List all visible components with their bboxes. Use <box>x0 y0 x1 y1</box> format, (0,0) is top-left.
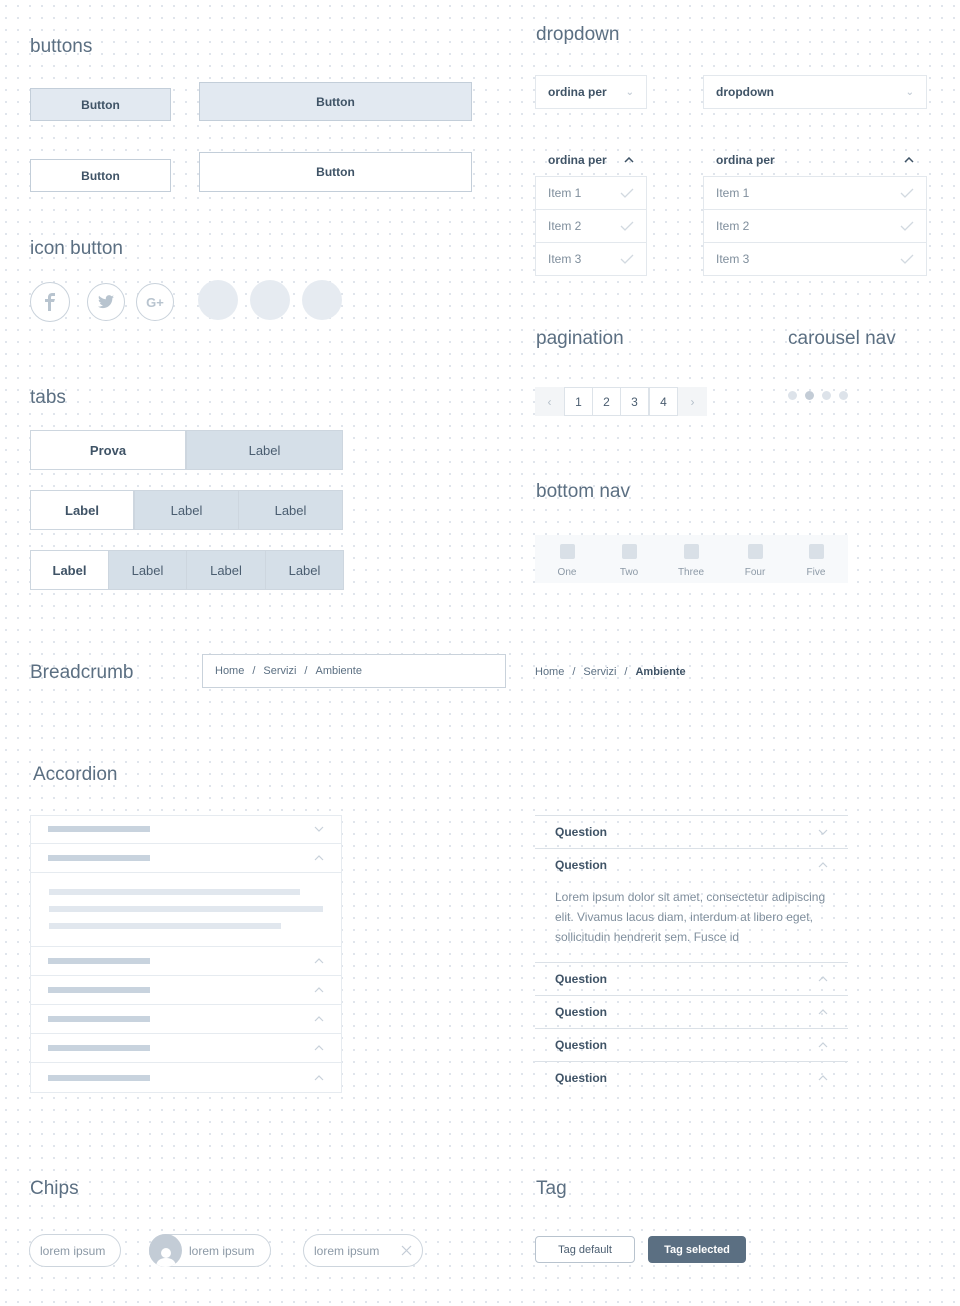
accordion-skeleton-row[interactable] <box>30 815 342 844</box>
placeholder-icon <box>809 544 824 559</box>
chevron-up-icon <box>818 976 828 982</box>
carousel-dot[interactable] <box>839 391 848 400</box>
breadcrumb-section-title: Breadcrumb <box>30 662 134 683</box>
accordion-question[interactable] <box>535 1028 848 1061</box>
dropdown-label: ordina per <box>548 85 607 99</box>
chevron-up-icon <box>314 855 324 861</box>
avatar-icon <box>149 1234 182 1267</box>
dropdown-ordina-per[interactable] <box>535 75 647 109</box>
bottom-nav-item-three[interactable] <box>660 537 722 585</box>
dropdown-item-label: Item 3 <box>716 252 750 266</box>
placeholder-icon <box>748 544 763 559</box>
bottom-nav-label: One <box>557 567 577 578</box>
bottom-nav-section-title: bottom nav <box>536 481 630 502</box>
accordion-skeleton-row-open[interactable] <box>30 844 342 873</box>
facebook-icon <box>43 293 57 311</box>
tab-label[interactable]: Label <box>134 490 239 530</box>
chip-label: lorem ipsum <box>40 1243 106 1258</box>
icon-button-filled-3[interactable] <box>302 280 342 320</box>
dropdown-item[interactable] <box>703 209 927 243</box>
check-icon <box>900 188 914 198</box>
placeholder-bar <box>48 987 150 993</box>
twitter-icon <box>98 295 114 309</box>
question-label: Question <box>555 858 608 872</box>
placeholder-text-line <box>49 923 281 929</box>
tab-label[interactable]: Label <box>108 550 187 590</box>
bottom-nav-item-one[interactable] <box>536 537 598 585</box>
outline-button-large[interactable]: Button <box>199 152 472 192</box>
chip-removable[interactable] <box>303 1234 423 1267</box>
breadcrumb-current: Ambiente <box>635 666 686 678</box>
chip-with-avatar[interactable] <box>149 1234 271 1267</box>
chips-section-title: Chips <box>30 1178 79 1199</box>
tab-label[interactable]: Label <box>186 430 343 470</box>
dropdown-item-label: Item 2 <box>716 219 750 233</box>
placeholder-text-line <box>49 906 323 912</box>
accordion-answer-text: Lorem ipsum dolor sit amet, consectetur adipiscing elit. Vivamus lacus diam, interdum at libero eget, sollicitudin hendrerit sem. Fusce id <box>555 890 826 944</box>
dropdown-item-label: Item 2 <box>548 219 582 233</box>
icon-button-section-title: icon button <box>30 238 123 259</box>
pagination-page[interactable]: 4 <box>649 387 678 416</box>
accordion-question[interactable] <box>535 962 848 995</box>
placeholder-bar <box>48 958 150 964</box>
filled-button-small[interactable]: Button <box>30 88 171 121</box>
accordion-question[interactable] <box>535 1061 848 1094</box>
placeholder-icon <box>560 544 575 559</box>
dropdown-label: ordina per <box>716 153 775 167</box>
chevron-up-icon <box>314 1075 324 1081</box>
pagination-next-button[interactable]: › <box>678 387 707 416</box>
dropdown-generic[interactable] <box>703 75 927 109</box>
close-icon[interactable] <box>401 1245 412 1256</box>
chevron-up-icon <box>624 157 634 163</box>
dropdown-label: ordina per <box>548 153 607 167</box>
dropdown-item-label: Item 1 <box>548 186 582 200</box>
breadcrumb-current: Ambiente <box>315 665 362 677</box>
chevron-up-icon <box>314 1045 324 1051</box>
chevron-up-icon <box>314 987 324 993</box>
chevron-up-icon <box>314 1016 324 1022</box>
placeholder-icon <box>684 544 699 559</box>
chevron-up-icon <box>818 1042 828 1048</box>
pagination-page[interactable]: 1 <box>564 387 593 416</box>
dropdown-open-small[interactable] <box>535 143 647 177</box>
bottom-nav-item-four[interactable] <box>724 537 786 585</box>
accordion-skeleton-row[interactable] <box>30 1063 342 1092</box>
chip-label: lorem ipsum <box>314 1243 380 1258</box>
question-label: Question <box>555 1038 608 1052</box>
carousel-dot[interactable] <box>822 391 831 400</box>
breadcrumb-separator: / <box>304 665 308 677</box>
chevron-up-icon <box>818 862 828 868</box>
dropdown-item[interactable] <box>535 242 647 276</box>
check-icon <box>900 221 914 231</box>
tag-default[interactable]: Tag default <box>535 1236 635 1263</box>
breadcrumb-link-home[interactable]: Home <box>535 666 565 678</box>
tab-label[interactable]: Label <box>30 490 134 530</box>
tag-selected[interactable]: Tag selected <box>648 1236 746 1263</box>
outline-button-small[interactable]: Button <box>30 159 171 192</box>
tab-label[interactable]: Label <box>30 550 109 590</box>
check-icon <box>620 254 634 264</box>
tabs-section-title: tabs <box>30 387 66 408</box>
twitter-button[interactable] <box>87 283 125 321</box>
dropdown-item[interactable] <box>703 242 927 276</box>
placeholder-bar <box>48 1075 150 1081</box>
buttons-section-title: buttons <box>30 36 93 57</box>
breadcrumb-link-home[interactable]: Home <box>215 665 245 677</box>
dropdown-open-large[interactable] <box>703 143 927 177</box>
breadcrumb-separator: / <box>252 665 256 677</box>
google-plus-button[interactable] <box>136 283 174 321</box>
bottom-nav-label: Four <box>744 567 766 578</box>
chevron-up-icon <box>818 1009 828 1015</box>
breadcrumb-boxed <box>202 654 506 688</box>
accordion-skeleton-row[interactable] <box>30 1034 342 1063</box>
bottom-nav-label: Three <box>677 567 705 578</box>
tab-prova[interactable]: Prova <box>30 430 186 470</box>
tab-label[interactable]: Label <box>265 550 344 590</box>
breadcrumb-link-servizi[interactable]: Servizi <box>263 665 297 677</box>
bottom-nav-item-two[interactable] <box>598 537 660 585</box>
question-label: Question <box>555 825 608 839</box>
question-label: Question <box>555 1071 608 1085</box>
pagination-section-title: pagination <box>536 328 624 349</box>
icon-button-filled-1[interactable] <box>198 280 238 320</box>
pagination-page[interactable]: 3 <box>620 387 649 416</box>
bottom-nav-label: Two <box>619 567 639 578</box>
accordion-question-open[interactable] <box>535 848 848 881</box>
dropdown-section-title: dropdown <box>536 24 620 45</box>
tag-section-title: Tag <box>536 1178 567 1199</box>
pagination-page[interactable]: 2 <box>592 387 621 416</box>
accordion-skeleton-row[interactable] <box>30 947 342 976</box>
breadcrumb-separator: / <box>624 666 628 678</box>
accordion-skeleton-row[interactable] <box>30 1005 342 1034</box>
dropdown-item-label: Item 1 <box>716 186 750 200</box>
tab-label[interactable]: Label <box>238 490 343 530</box>
dropdown-item[interactable] <box>703 176 927 210</box>
facebook-button[interactable] <box>30 282 70 322</box>
breadcrumb-link-servizi[interactable]: Servizi <box>583 666 617 678</box>
chevron-up-icon <box>314 958 324 964</box>
check-icon <box>900 254 914 264</box>
chevron-down-icon <box>818 829 828 835</box>
filled-button-large[interactable]: Button <box>199 82 472 121</box>
chevron-down-icon: ⌄ <box>625 86 634 98</box>
placeholder-bar <box>48 826 150 832</box>
check-icon <box>620 188 634 198</box>
dropdown-item[interactable] <box>535 209 647 243</box>
question-label: Question <box>555 1005 608 1019</box>
google-plus-icon: G+ <box>146 294 164 310</box>
accordion-question[interactable] <box>535 995 848 1028</box>
chevron-down-icon <box>314 826 324 832</box>
tab-label[interactable]: Label <box>186 550 266 590</box>
placeholder-bar <box>48 1016 150 1022</box>
placeholder-text-line <box>49 889 300 895</box>
carousel-dot-active[interactable] <box>805 391 814 400</box>
placeholder-bar <box>48 1045 150 1051</box>
breadcrumb-plain <box>535 666 686 678</box>
pagination-prev-button[interactable]: ‹ <box>535 387 564 416</box>
icon-button-filled-2[interactable] <box>250 280 290 320</box>
breadcrumb-separator: / <box>572 666 576 678</box>
carousel-nav-section-title: carousel nav <box>788 328 896 349</box>
dropdown-item-label: Item 3 <box>548 252 582 266</box>
carousel-dot[interactable] <box>788 391 797 400</box>
chevron-down-icon: ⌄ <box>905 86 914 98</box>
chip-label: lorem ipsum <box>189 1243 255 1258</box>
chevron-up-icon <box>818 1075 828 1081</box>
accordion-section-title: Accordion <box>33 764 118 785</box>
accordion-question[interactable] <box>535 815 848 848</box>
bottom-nav-item-five[interactable] <box>785 537 847 585</box>
question-label: Question <box>555 972 608 986</box>
chevron-up-icon <box>904 157 914 163</box>
dropdown-label: dropdown <box>716 85 774 99</box>
accordion-skeleton-row[interactable] <box>30 976 342 1005</box>
chip[interactable] <box>29 1234 121 1267</box>
check-icon <box>620 221 634 231</box>
placeholder-bar <box>48 855 150 861</box>
dropdown-item[interactable] <box>535 176 647 210</box>
placeholder-icon <box>622 544 637 559</box>
bottom-nav-label: Five <box>806 567 826 578</box>
